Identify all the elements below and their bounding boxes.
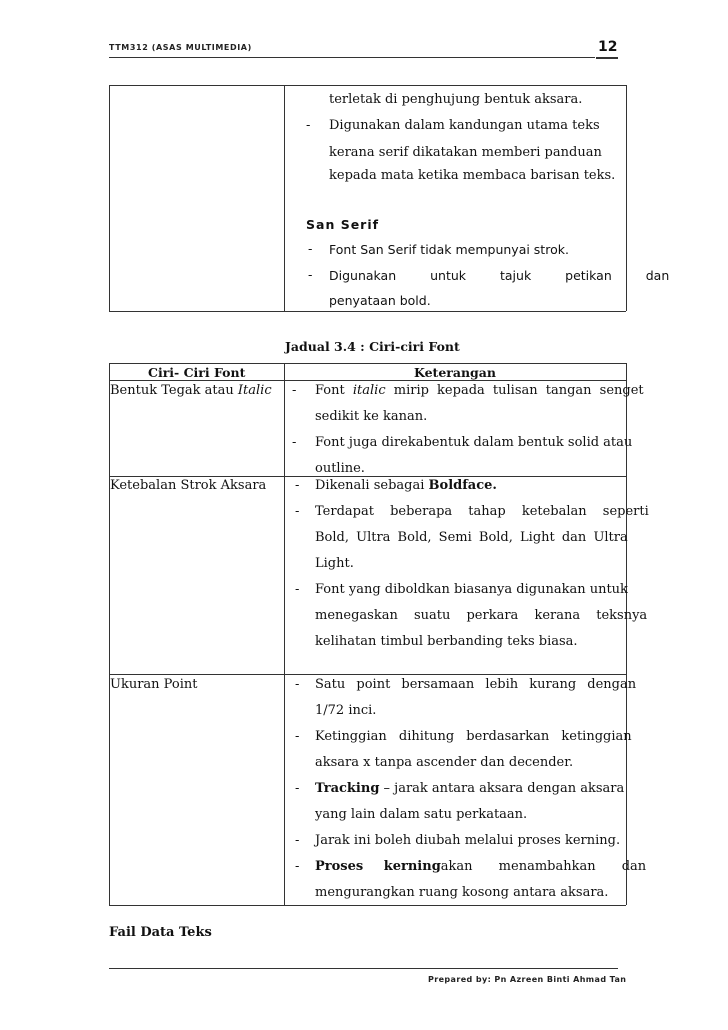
- serif-bullet-line: kerana serif dikatakan memberi panduan: [329, 145, 602, 160]
- serif-bullet-line: kepada mata ketika membaca barisan teks.: [329, 168, 616, 183]
- row-text: Bold, Ultra Bold, Semi Bold, Light dan Ultra: [315, 530, 628, 545]
- row-text: menegaskan suatu perkara kerana teksnya: [315, 608, 648, 623]
- table-caption: Jadual 3.4 : Ciri-ciri Font: [285, 339, 460, 354]
- row-text: kelihatan timbul berbanding teks biasa.: [315, 634, 578, 649]
- sans-bullet: Digunakan untuk tajuk petikan dan: [329, 268, 670, 283]
- row-text: Font yang diboldkan biasanya digunakan untuk: [315, 582, 628, 597]
- row-text: 1/72 inci.: [315, 703, 377, 718]
- row-text: Font juga direkabentuk dalam bentuk solid atau: [315, 435, 633, 450]
- serif-continuation: terletak di penghujung bentuk aksara.: [329, 92, 583, 107]
- footer-rule: [109, 968, 618, 969]
- bullet-dash: -: [295, 677, 300, 692]
- row-text: aksara x tanpa ascender dan decender.: [315, 755, 574, 770]
- row-text: Font italic mirip kepada tulisan tangan senget: [315, 383, 644, 398]
- course-header: TTM312 (ASAS MULTIMEDIA): [109, 43, 252, 52]
- serif-bullet-line: Digunakan dalam kandungan utama teks: [329, 118, 600, 133]
- bullet-dash: -: [295, 859, 300, 874]
- bullet-dash: -: [295, 582, 300, 597]
- bullet-dash: -: [295, 478, 300, 493]
- row-text: Ketinggian dihitung berdasarkan ketinggian: [315, 729, 632, 744]
- row-text: Satu point bersamaan lebih kurang dengan: [315, 677, 637, 692]
- footer-credit: Prepared by: Pn Azreen Binti Ahmad Tan: [428, 975, 627, 984]
- row-label: Bentuk Tegak atau Italic: [110, 383, 272, 398]
- row-text: Jarak ini boleh diubah melalui proses kerning.: [315, 833, 621, 848]
- bullet-dash: -: [295, 504, 300, 519]
- bullet-dash: -: [292, 383, 297, 398]
- row-text: Proses kerning akan menambahkan dan: [315, 859, 647, 874]
- bullet-dash: -: [295, 781, 300, 796]
- row-text: mengurangkan ruang kosong antara aksara.: [315, 885, 609, 900]
- row-text: Dikenali sebagai Boldface.: [315, 478, 497, 493]
- column-header: Keterangan: [414, 365, 496, 380]
- bullet-dash: -: [292, 435, 297, 450]
- bullet-dash: -: [308, 242, 313, 257]
- row-text: outline.: [315, 461, 365, 476]
- row-text: Light.: [315, 556, 354, 571]
- row-text: Tracking – jarak antara aksara dengan aksara: [315, 781, 625, 796]
- section-heading: Fail Data Teks: [109, 925, 212, 940]
- row-text: yang lain dalam satu perkataan.: [315, 807, 528, 822]
- page-number: 12: [598, 39, 618, 55]
- column-header: Ciri- Ciri Font: [148, 365, 246, 380]
- sans-bullet: penyataan bold.: [329, 293, 431, 308]
- header-rule: [109, 57, 595, 58]
- sans-serif-heading: San Serif: [306, 217, 380, 232]
- row-label: Ketebalan Strok Aksara: [110, 478, 267, 493]
- row-text: sedikit ke kanan.: [315, 409, 428, 424]
- bullet-dash: -: [295, 833, 300, 848]
- bullet-dash: -: [308, 268, 313, 283]
- row-text: Terdapat beberapa tahap ketebalan seperti: [315, 504, 649, 519]
- bullet-dash: -: [306, 118, 311, 133]
- sans-bullet: Font San Serif tidak mempunyai strok.: [329, 242, 569, 257]
- header-rule-accent: [596, 57, 618, 59]
- row-label: Ukuran Point: [110, 677, 198, 692]
- bullet-dash: -: [295, 729, 300, 744]
